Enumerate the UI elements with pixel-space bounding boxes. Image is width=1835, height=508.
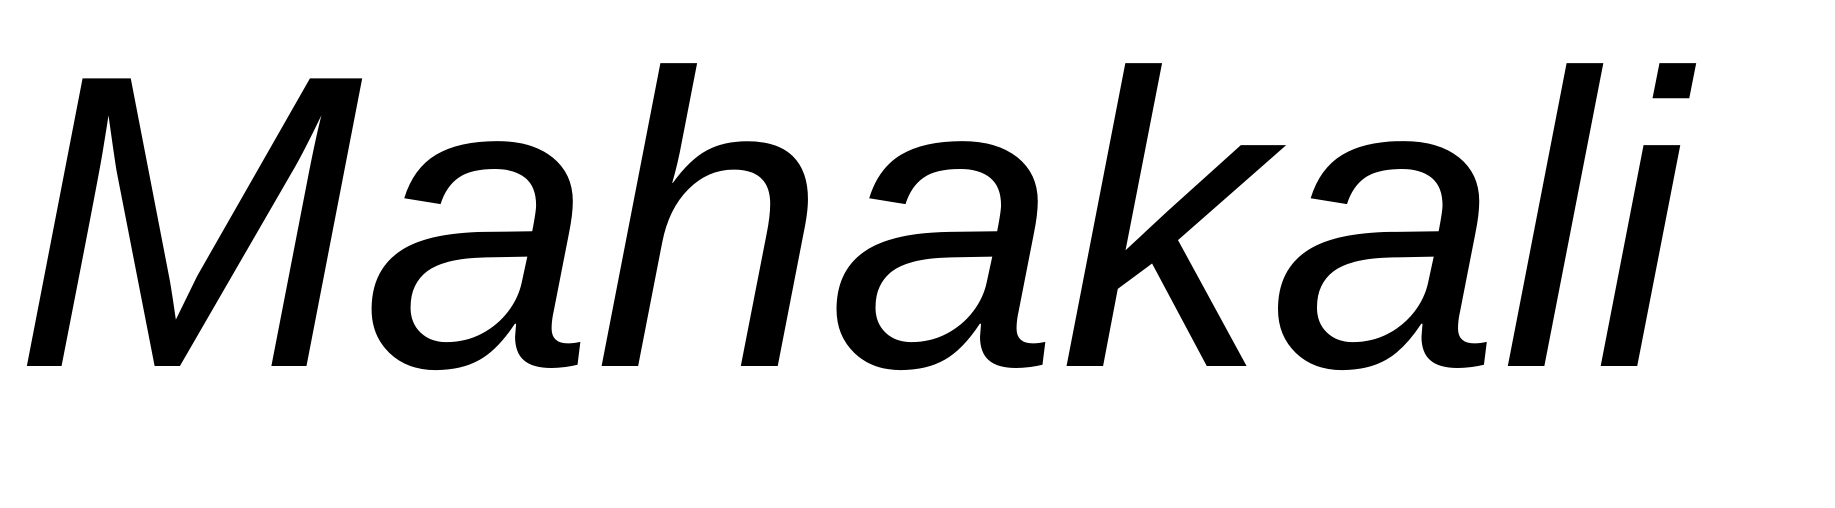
word-text: Mahakali bbox=[14, 0, 1687, 455]
